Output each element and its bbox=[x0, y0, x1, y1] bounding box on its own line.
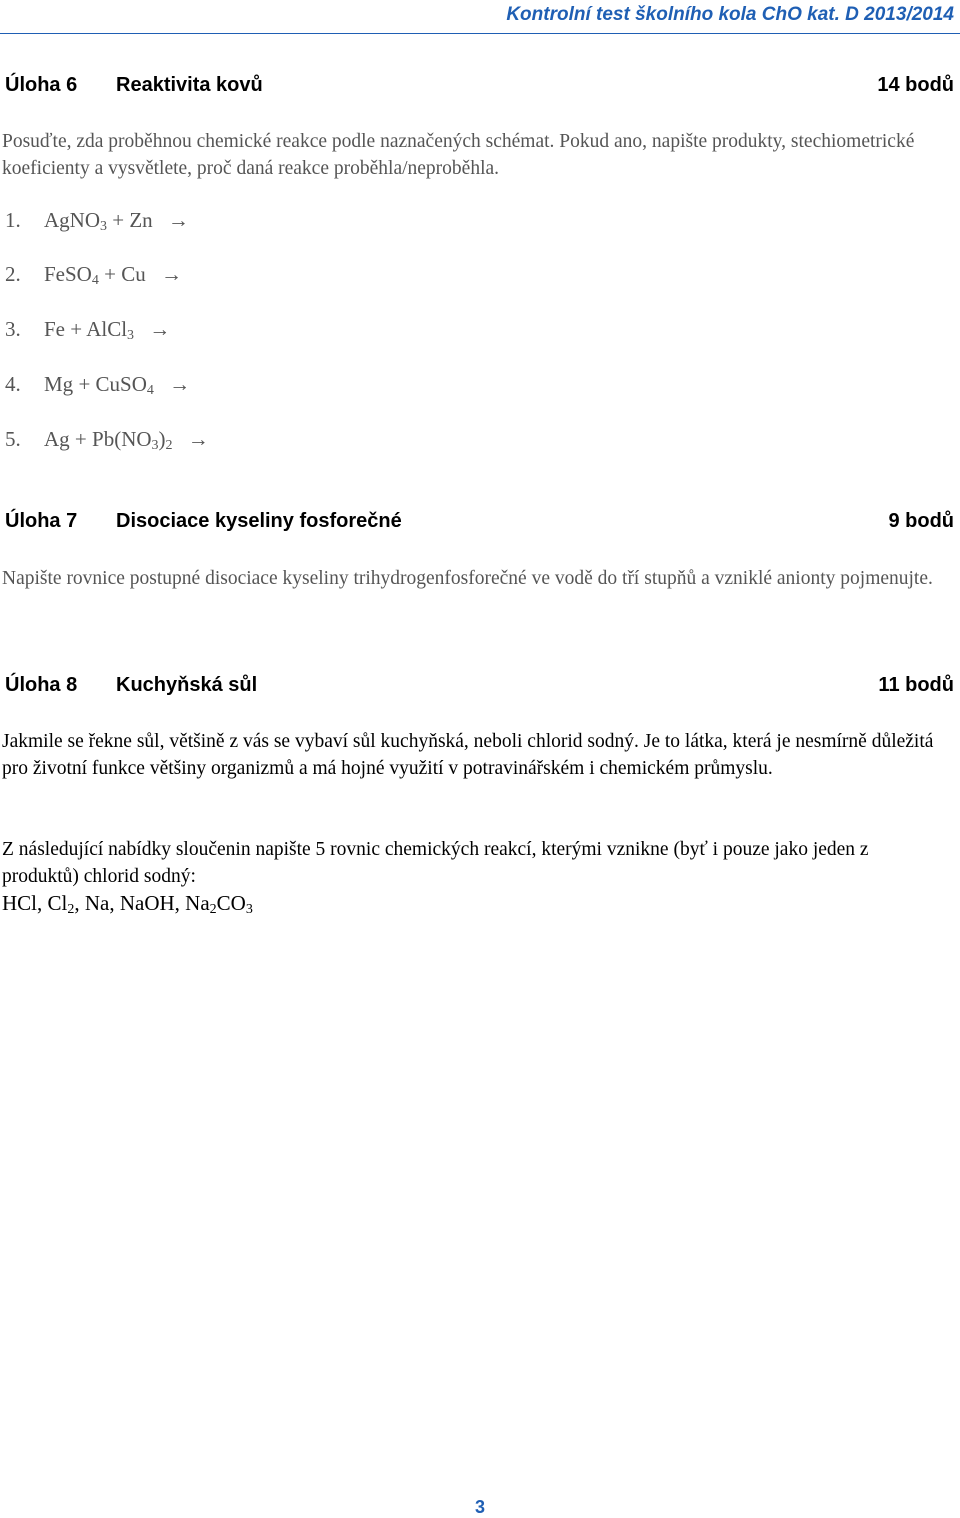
reaction-number: 5. bbox=[5, 427, 21, 451]
plus-sign: + bbox=[70, 317, 83, 341]
task-6-heading bbox=[5, 74, 954, 100]
task-title: Reaktivita kovů bbox=[116, 74, 263, 96]
reaction-arrow: → bbox=[160, 262, 182, 286]
task-title: Disociace kyseliny fosforečné bbox=[116, 510, 402, 532]
reactant-b: Cu bbox=[121, 262, 146, 286]
reaction-arrow: → bbox=[187, 427, 209, 451]
reactant-a: AgNO bbox=[44, 208, 100, 232]
task-number: Úloha 6 bbox=[5, 74, 78, 96]
task-points: 14 bodů bbox=[877, 74, 954, 96]
page-number: 3 bbox=[474, 1497, 485, 1517]
reaction-number: 4. bbox=[5, 372, 21, 396]
reactant-b: CuSO bbox=[95, 372, 147, 396]
compound-subscript: 2 bbox=[67, 902, 75, 917]
plus-sign: + bbox=[78, 372, 91, 396]
reaction-2 bbox=[5, 262, 182, 287]
task-points: 9 bodů bbox=[888, 510, 954, 532]
reactant-a: Mg bbox=[44, 372, 74, 396]
task-number: Úloha 7 bbox=[5, 510, 78, 532]
reactant-a-subscript: 4 bbox=[91, 273, 99, 288]
reactant-b-subscript: 3 bbox=[127, 328, 135, 343]
compound-subscript: 3 bbox=[245, 902, 253, 917]
reaction-4 bbox=[5, 372, 190, 397]
reaction-3 bbox=[5, 317, 170, 342]
reaction-number: 2. bbox=[5, 262, 21, 286]
reactant-a: FeSO bbox=[44, 262, 92, 286]
reactant-b-subscript-2: 2 bbox=[165, 438, 173, 453]
task-8-paragraph-2: Z následující nabídky sloučenin napište 5 rovnic chemických reakcí, kterými vznikne (byť i pouze jako jeden z produktů) chlorid sodný: bbox=[2, 839, 869, 887]
task-8-paragraph-1: Jakmile se řekne sůl, většině z vás se vybaví sůl kuchyňská, neboli chlorid sodný. Je to látka, která je nesmírně důležitá pro životní funkce většiny organizmů a má hojné využití v potravinářském i chemickém průmyslu. bbox=[2, 731, 934, 779]
task-points: 11 bodů bbox=[878, 674, 954, 696]
reaction-arrow: → bbox=[169, 372, 191, 396]
reactant-b-subscript: 4 bbox=[146, 383, 154, 398]
reactant-b: Pb(NO bbox=[92, 427, 152, 451]
reaction-5 bbox=[5, 427, 209, 452]
running-header: Kontrolní test školního kola ChO kat. D 2013/2014 bbox=[506, 4, 954, 25]
plus-sign: + bbox=[74, 427, 87, 451]
reactant-b: Zn bbox=[129, 208, 153, 232]
reactant-a: Ag bbox=[44, 427, 70, 451]
task-6-intro: Posuďte, zda proběhnou chemické reakce podle naznačených schémat. Pokud ano, napište produkty, stechiometrické koeficienty a vysvětlete, proč daná reakce proběhla/neproběhla. bbox=[2, 131, 915, 179]
header-rule bbox=[0, 33, 960, 34]
compound-list bbox=[2, 891, 253, 916]
reactant-a-subscript: 3 bbox=[100, 219, 107, 234]
task-8-heading bbox=[5, 674, 954, 700]
plus-sign: + bbox=[104, 262, 116, 286]
reactant-b: AlCl bbox=[86, 317, 128, 341]
reaction-1 bbox=[5, 208, 189, 233]
plus-sign: + bbox=[112, 208, 125, 232]
reaction-arrow: → bbox=[149, 317, 171, 341]
task-number: Úloha 8 bbox=[5, 674, 78, 696]
compound-subscript: 2 bbox=[209, 902, 217, 917]
task-title: Kuchyňská sůl bbox=[116, 674, 258, 696]
compound-text: CO bbox=[216, 891, 246, 915]
reaction-number: 3. bbox=[5, 317, 21, 341]
reaction-number: 1. bbox=[5, 208, 21, 232]
reaction-arrow: → bbox=[167, 208, 189, 232]
reactant-b-subscript: 3 bbox=[151, 438, 159, 453]
compound-text: HCl, Cl bbox=[2, 891, 68, 915]
task-7-text: Napište rovnice postupné disociace kyseliny trihydrogenfosforečné ve vodě do tří stupňů a vzniklé anionty pojmenujte. bbox=[2, 568, 933, 589]
compound-text: , Na, NaOH, Na bbox=[74, 891, 210, 915]
reactant-a: Fe bbox=[44, 317, 65, 341]
reactant-b-close: ) bbox=[158, 427, 166, 451]
task-7-heading bbox=[5, 510, 954, 536]
